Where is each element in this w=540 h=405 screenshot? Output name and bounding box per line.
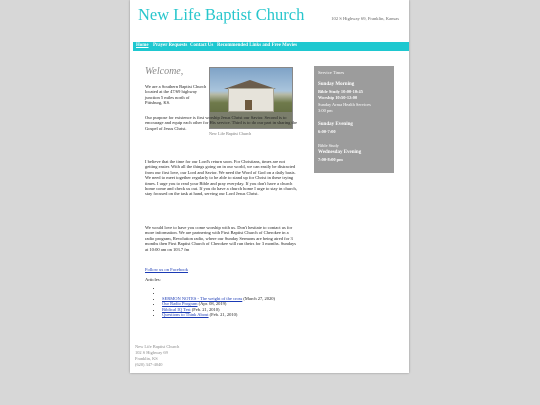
list-item bbox=[162, 312, 275, 317]
facebook-link[interactable]: Follow us on Facebook bbox=[145, 267, 189, 272]
worship-invite-text: We would love to have you come worship with us. Don't hesitate to contact us for more information. We are partnering with First Baptist Church of Cherokee in a radio program, Revolution radio, where our Sunday Sermons are being aired for 3 months then First Baptist Church of Cherokee will run theirs for 3 months. Sundays at 10:00 am on 103.7 fm bbox=[145, 225, 296, 252]
nav-home-link[interactable]: Home bbox=[136, 43, 149, 48]
footer-church-name: New Life Baptist Church bbox=[135, 344, 180, 349]
nav-prayer-link[interactable]: Prayer Requests bbox=[153, 43, 188, 48]
article-date: (Apr. 08, 2019) bbox=[197, 301, 227, 307]
intro-text: We are a Southern Baptist Church located at the 47/69 highway junction 5 miles north of Pittsburg, KS. bbox=[145, 84, 207, 106]
article-link-sermon-notes[interactable]: SERMON NOTES - The weight of the cross bbox=[162, 295, 243, 301]
bible-study-time: Bible Study 10:00-10:45 bbox=[318, 89, 363, 94]
purpose-text: Our purpose for existence is first worship Jesus Christ our Savior. Second is to encourage and equip each other for His service. Third is to do our part in sharing the Gospel of Jesus Christ. bbox=[145, 115, 297, 131]
footer bbox=[135, 344, 179, 368]
arma-service-label: Sunday Arma Health Services bbox=[318, 102, 371, 107]
article-date: (Feb. 21, 2010) bbox=[190, 306, 220, 312]
service-times-box bbox=[314, 66, 394, 173]
nav-recommended-link[interactable]: Recommended Links and Free Movies bbox=[217, 43, 298, 48]
sunday-evening-time: 6:00-7:00 bbox=[318, 129, 336, 134]
article-link-iq-test[interactable]: Biblical IQ Test bbox=[162, 306, 191, 312]
article-link-radio[interactable]: Our Radio Program bbox=[162, 301, 198, 307]
sunday-morning-heading: Sunday Morning bbox=[318, 82, 355, 87]
site-address: 102 S Highway 69, Franklin, Kansas bbox=[331, 16, 399, 21]
nav-contact-link[interactable]: Contact Us bbox=[190, 43, 214, 48]
articles-list bbox=[152, 285, 275, 317]
article-date: (March 27, 2020) bbox=[242, 295, 276, 301]
wednesday-evening-time: 7:00-8:00 pm bbox=[318, 157, 343, 162]
arma-service-time: 3:00 pm bbox=[318, 108, 333, 113]
wednesday-evening-heading: Wednesday Evening bbox=[318, 150, 362, 155]
footer-phone: (620) 347-4040 bbox=[135, 362, 163, 367]
article-date: (Feb. 21, 2010) bbox=[208, 312, 238, 318]
nav-bar bbox=[133, 42, 409, 51]
footer-city: Franklin, KS bbox=[135, 356, 158, 361]
bible-study-label: Bible Study bbox=[318, 143, 339, 148]
page-container bbox=[130, 0, 409, 373]
welcome-heading: Welcome, bbox=[145, 66, 184, 77]
sunday-evening-heading: Sunday Evening bbox=[318, 122, 353, 127]
service-times-title: Service Times bbox=[318, 70, 345, 75]
photo-door bbox=[245, 100, 252, 110]
article-link-questions[interactable]: Questions to Think About bbox=[162, 312, 209, 318]
footer-street: 102 S Highway 69 bbox=[135, 350, 168, 355]
belief-text: I believe that the time for our Lord's return soon. For Christians, times are not getting easier. With all the things going on in our world, we can easily be distracted from our first love, our Lord and Savior. We need the Word of God on a daily basis. We need to meet together regularly to be able to stand up for Christ in these trying times. I urge you to read your Bible and pray everyday. If you don't have a church home come and check us out. If you do have a church home I urge to stay in church, stay focused on the task at hand, serving our Lord Jesus Christ. bbox=[145, 159, 297, 197]
photo-caption: New Life Baptist Church bbox=[209, 131, 252, 136]
site-title[interactable]: New Life Baptist Church bbox=[138, 5, 305, 24]
worship-time: Worship 10:50-12:00 bbox=[318, 95, 358, 100]
articles-label: Articles: bbox=[145, 277, 161, 282]
